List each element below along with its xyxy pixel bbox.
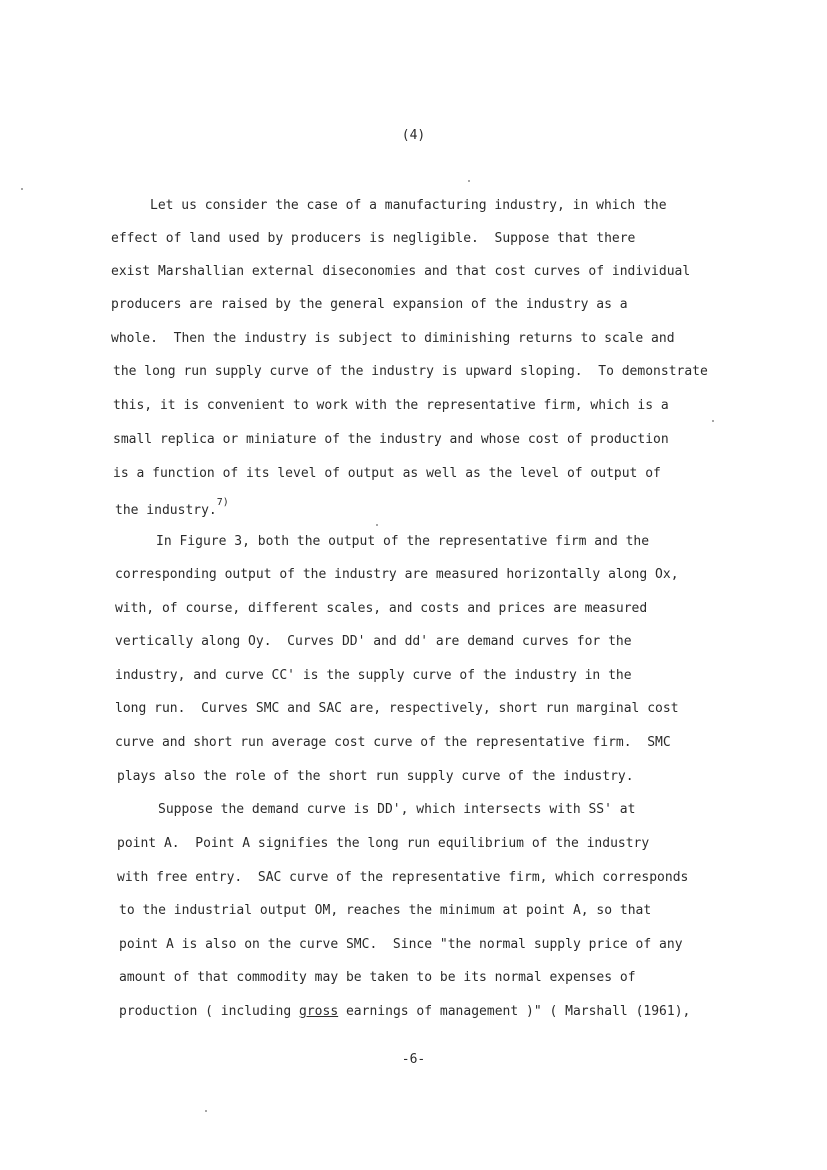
paragraph-2-line-4: vertically along Oy. Curves DD' and dd' are demand curves for the (115, 634, 632, 649)
paragraph-2-line-6: long run. Curves SMC and SAC are, respectively, short run marginal cost (115, 701, 679, 716)
paragraph-3-line-5: point A is also on the curve SMC. Since "the normal supply price of any (119, 937, 683, 952)
paragraph-1-line-10-text: the industry. (115, 503, 217, 518)
scan-speck (205, 1110, 207, 1112)
paragraph-2-line-3: with, of course, different scales, and costs and prices are measured (115, 601, 648, 616)
paragraph-1-line-1: Let us consider the case of a manufacturing industry, in which the (150, 198, 667, 213)
paragraph-1-line-7: this, it is convenient to work with the representative firm, which is a (113, 398, 669, 413)
paragraph-1-line-6: the long run supply curve of the industry is upward sloping. To demonstrate (113, 364, 708, 379)
paragraph-3-line-6: amount of that commodity may be taken to be its normal expenses of (119, 970, 636, 985)
underlined-word: gross (299, 1004, 339, 1019)
paragraph-2-line-1: In Figure 3, both the output of the representative firm and the (156, 534, 650, 549)
paragraph-3-line-1: Suppose the demand curve is DD', which intersects with SS' at (158, 802, 636, 817)
paragraph-3-line-3: with free entry. SAC curve of the representative firm, which corresponds (117, 870, 689, 885)
paragraph-3-line-7-after: earnings of management )" ( Marshall (1961), (338, 1004, 691, 1019)
paragraph-1-line-5: whole. Then the industry is subject to diminishing returns to scale and (111, 331, 675, 346)
scan-speck (21, 188, 23, 190)
paragraph-1-line-2: effect of land used by producers is negligible. Suppose that there (111, 231, 636, 246)
scan-speck (468, 180, 470, 182)
paragraph-3-line-7-before: production ( including (119, 1004, 300, 1019)
scan-speck (712, 420, 714, 422)
paragraph-1-line-10 (115, 497, 229, 520)
footnote-reference: 7) (216, 497, 229, 508)
paragraph-1-line-3: exist Marshallian external diseconomies and that cost curves of individual (111, 264, 691, 279)
paragraph-1-line-8: small replica or miniature of the industry and whose cost of production (113, 432, 669, 447)
paragraph-1-line-4: producers are raised by the general expansion of the industry as a (111, 297, 628, 312)
page-number: -6- (401, 1052, 426, 1067)
paragraph-2-line-2: corresponding output of the industry are measured horizontally along Ox, (115, 567, 679, 582)
paragraph-2-line-7: curve and short run average cost curve of the representative firm. SMC (115, 735, 671, 750)
paragraph-2-line-8: plays also the role of the short run supply curve of the industry. (117, 769, 634, 784)
paragraph-3-line-7 (119, 1004, 690, 1020)
paragraph-2-line-5: industry, and curve CC' is the supply curve of the industry in the (115, 668, 632, 683)
paragraph-1-line-9: is a function of its level of output as well as the level of output of (113, 466, 661, 481)
section-number: (4) (401, 128, 426, 143)
scan-speck (376, 524, 378, 526)
paragraph-3-line-4: to the industrial output OM, reaches the minimum at point A, so that (119, 903, 652, 918)
paragraph-3-line-2: point A. Point A signifies the long run equilibrium of the industry (117, 836, 650, 851)
